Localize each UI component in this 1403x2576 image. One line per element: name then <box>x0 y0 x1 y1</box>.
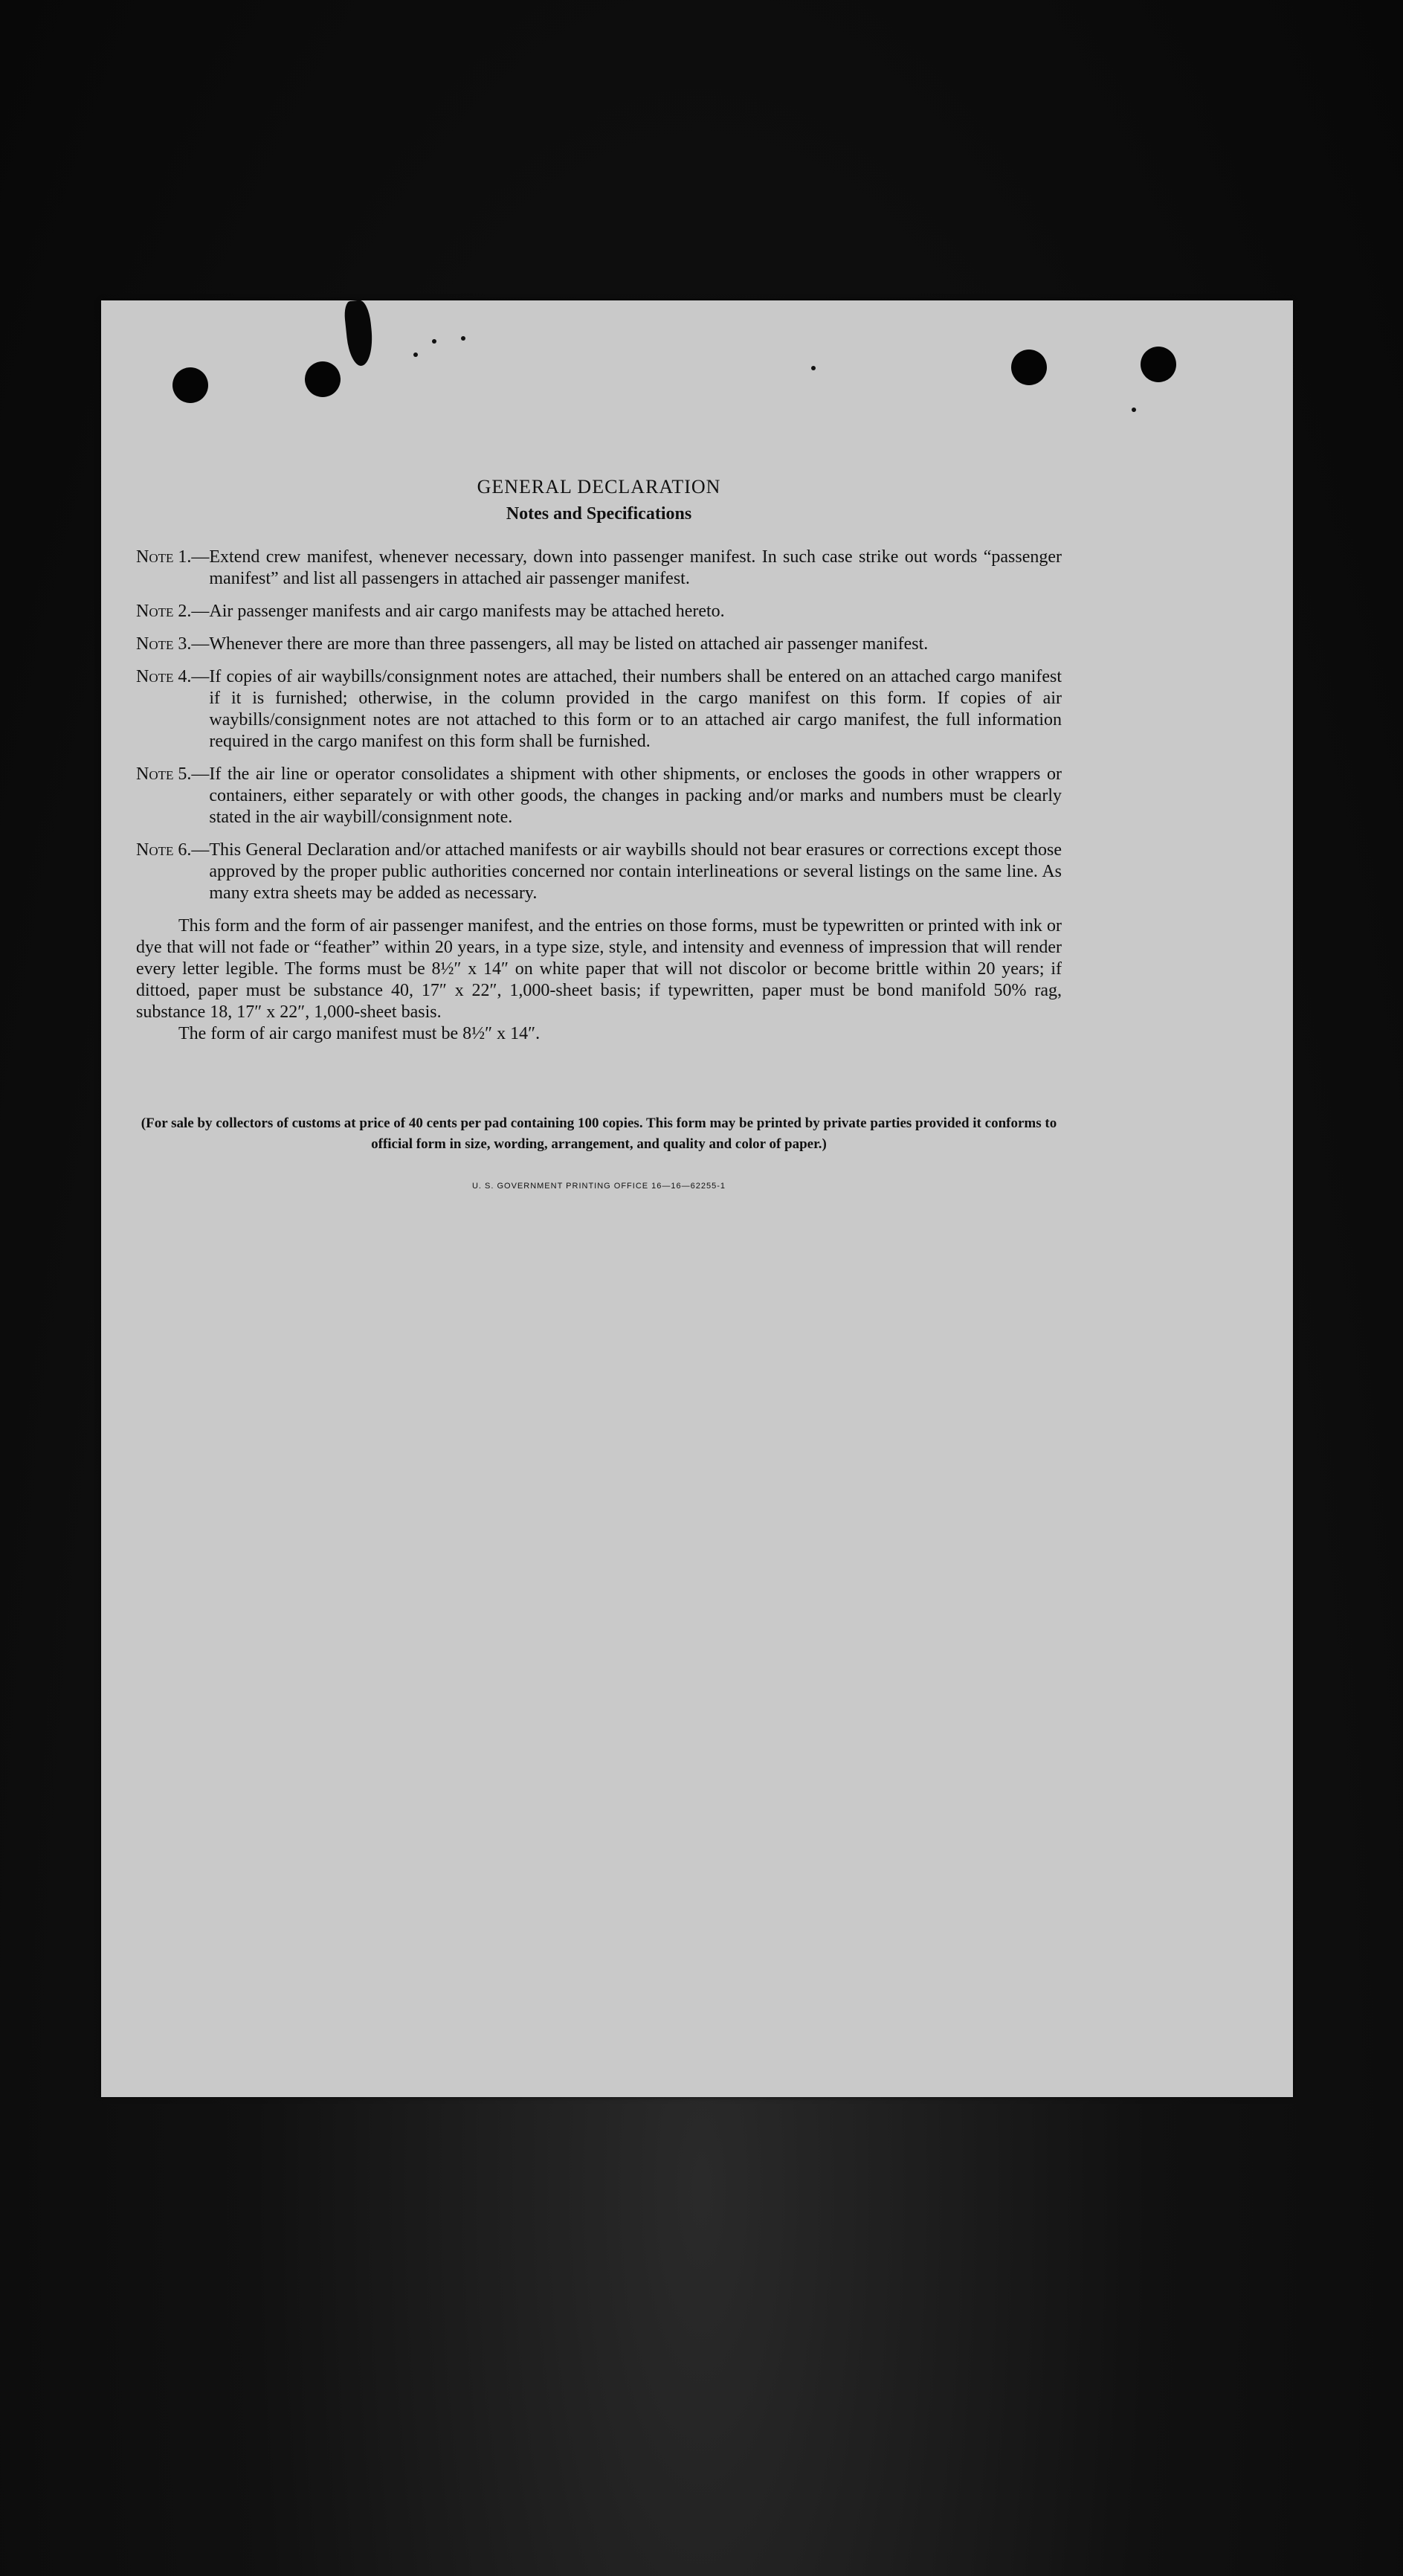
note-label: Note 2.— <box>136 602 210 621</box>
note-label: Note 1.— <box>136 547 210 567</box>
note-text: Whenever there are more than three passengers, all may be listed on attached air passenger manifest. <box>209 634 929 654</box>
punch-hole <box>1011 350 1047 385</box>
note-3 <box>136 634 1062 655</box>
note-label: Note 6.— <box>136 840 210 860</box>
note-text: This General Declaration and/or attached manifests or air waybills should not bear erasures or corrections except those approved by the proper public authorities concerned nor contain interlineations or several listings on the same line. As many extra sheets may be added as necessary. <box>209 840 1062 903</box>
note-6 <box>136 840 1062 904</box>
punch-hole <box>172 367 208 403</box>
document-title: GENERAL DECLARATION <box>477 476 721 498</box>
note-label: Note 5.— <box>136 764 210 784</box>
sale-notice: (For sale by collectors of customs at price of 40 cents per pad containing 100 copies. This form may be printed by private parties provided it conforms to official form in size, wording, arrangement, and quality and color of paper.) <box>141 1115 1057 1152</box>
document-subtitle: Notes and Specifications <box>506 504 692 524</box>
note-label: Note 4.— <box>136 667 210 686</box>
printer-imprint: U. S. GOVERNMENT PRINTING OFFICE 16—16—62255-1 <box>471 1182 726 1191</box>
specification-paragraph: This form and the form of air passenger manifest, and the entries on those forms, must be typewritten or printed with ink or dye that will not fade or “feather” within 20 years, in a type size, style, and intensity and evenness of impression that will render every letter legible. The forms must be 8½″ x 14″ on white paper that will not discolor or become brittle within 20 years; if dittoed, paper must be substance 40, 17″ x 22″, 1,000-sheet basis; if typewritten, paper must be bond manifold 50% rag, substance 18, 17″ x 22″, 1,000-sheet basis. <box>136 916 1062 1022</box>
speck-mark <box>461 336 465 341</box>
note-2 <box>136 601 1062 622</box>
note-text: Extend crew manifest, whenever necessary, down into passenger manifest. In such case strike out words “passenger manifest” and list all passengers in attached air passenger manifest. <box>209 547 1062 588</box>
punch-hole <box>1141 347 1176 382</box>
paper-tear-mark <box>343 299 375 367</box>
note-1 <box>136 547 1062 590</box>
declaration-text <box>136 476 1062 1191</box>
speck-mark <box>1132 408 1136 412</box>
note-4 <box>136 666 1062 753</box>
speck-mark <box>811 366 816 370</box>
speck-mark <box>432 339 436 344</box>
note-text: If copies of air waybills/consignment notes are attached, their numbers shall be entered on an attached cargo manifest if it is furnished; otherwise, in the column provided in the cargo manifest on this form. If copies of air waybills/consignment notes are not attached to this form or to an attached air cargo manifest, the full information required in the cargo manifest on this form shall be furnished. <box>209 667 1062 751</box>
note-5 <box>136 764 1062 828</box>
note-text: If the air line or operator consolidates a shipment with other shipments, or encloses the goods in other wrappers or containers, either separately or with other goods, the changes in packing and/or marks and numbers must be clearly stated in the air waybill/consignment note. <box>209 764 1062 827</box>
speck-mark <box>413 352 418 357</box>
note-label: Note 3.— <box>136 634 210 654</box>
note-text: Air passenger manifests and air cargo manifests may be attached hereto. <box>209 602 725 621</box>
punch-hole <box>305 361 341 397</box>
cargo-manifest-line: The form of air cargo manifest must be 8½″ x 14″. <box>178 1024 541 1043</box>
